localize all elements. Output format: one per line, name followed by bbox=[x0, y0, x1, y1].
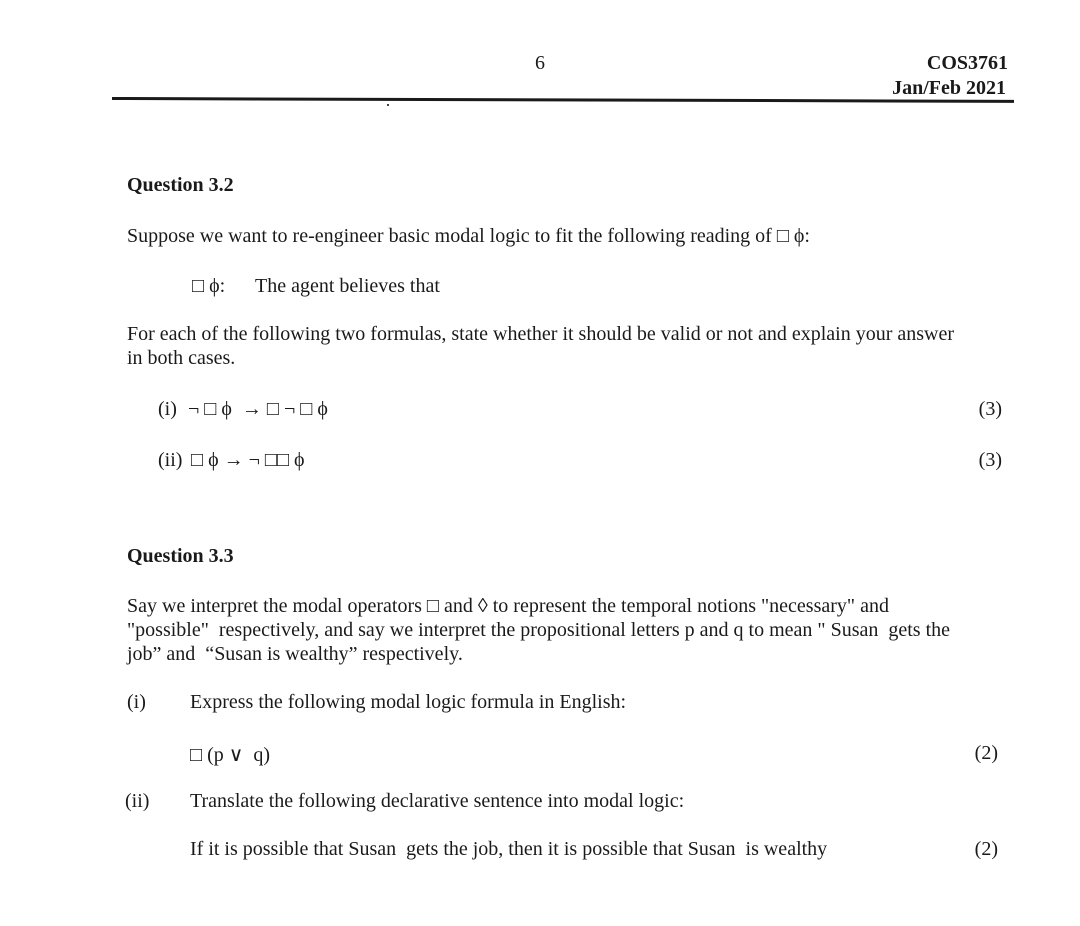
question-3-3-intro-line-1: Say we interpret the modal operators □ and ◊ to represent the temporal notions "necessary" and bbox=[127, 595, 889, 617]
reading-text: The agent believes that bbox=[255, 275, 440, 297]
part-ii-label: (ii) bbox=[125, 790, 150, 812]
part-i-prompt: Express the following modal logic formula in English: bbox=[190, 691, 627, 713]
reading-symbol: □ ϕ: bbox=[192, 275, 226, 297]
question-3-3-intro-line-2: "possible" respectively, and say we interpret the propositional letters p and q to mean " Susan gets the bbox=[127, 619, 950, 641]
item-label: (i) bbox=[158, 398, 177, 420]
part-i-formula: □ (p ∨ q) bbox=[190, 744, 271, 766]
marks-label: (2) bbox=[974, 838, 998, 860]
question-3-2-instruction-line-2: in both cases. bbox=[127, 347, 236, 369]
part-ii-sentence: If it is possible that Susan gets the job, then it is possible that Susan is wealthy bbox=[190, 838, 828, 860]
marks-label: (3) bbox=[978, 449, 1002, 471]
marks-label: (3) bbox=[978, 398, 1002, 420]
part-ii-prompt: Translate the following declarative sentence into modal logic: bbox=[190, 790, 685, 812]
question-3-2-instruction-line-1: For each of the following two formulas, state whether it should be valid or not and explain your answer bbox=[127, 323, 955, 345]
exam-date: Jan/Feb 2021 bbox=[892, 77, 1006, 99]
item-label: (ii) bbox=[158, 449, 183, 471]
formula-ii: □ ϕ → ¬ □□ ϕ bbox=[191, 449, 305, 471]
page-number: 6 bbox=[535, 52, 545, 74]
course-code: COS3761 bbox=[926, 52, 1008, 74]
header-rule bbox=[112, 97, 1014, 103]
marks-label: (2) bbox=[974, 742, 998, 764]
part-i-label: (i) bbox=[127, 691, 146, 713]
question-3-2-intro: Suppose we want to re-engineer basic modal logic to fit the following reading of □ ϕ: bbox=[127, 225, 810, 247]
scan-speck bbox=[387, 104, 389, 106]
question-3-2-title: Question 3.2 bbox=[127, 174, 234, 196]
formula-i: ¬ □ ϕ → □ ¬ □ ϕ bbox=[188, 398, 328, 420]
question-3-3-intro-line-3: job” and “Susan is wealthy” respectively. bbox=[127, 643, 463, 665]
question-3-3-title: Question 3.3 bbox=[127, 545, 234, 567]
